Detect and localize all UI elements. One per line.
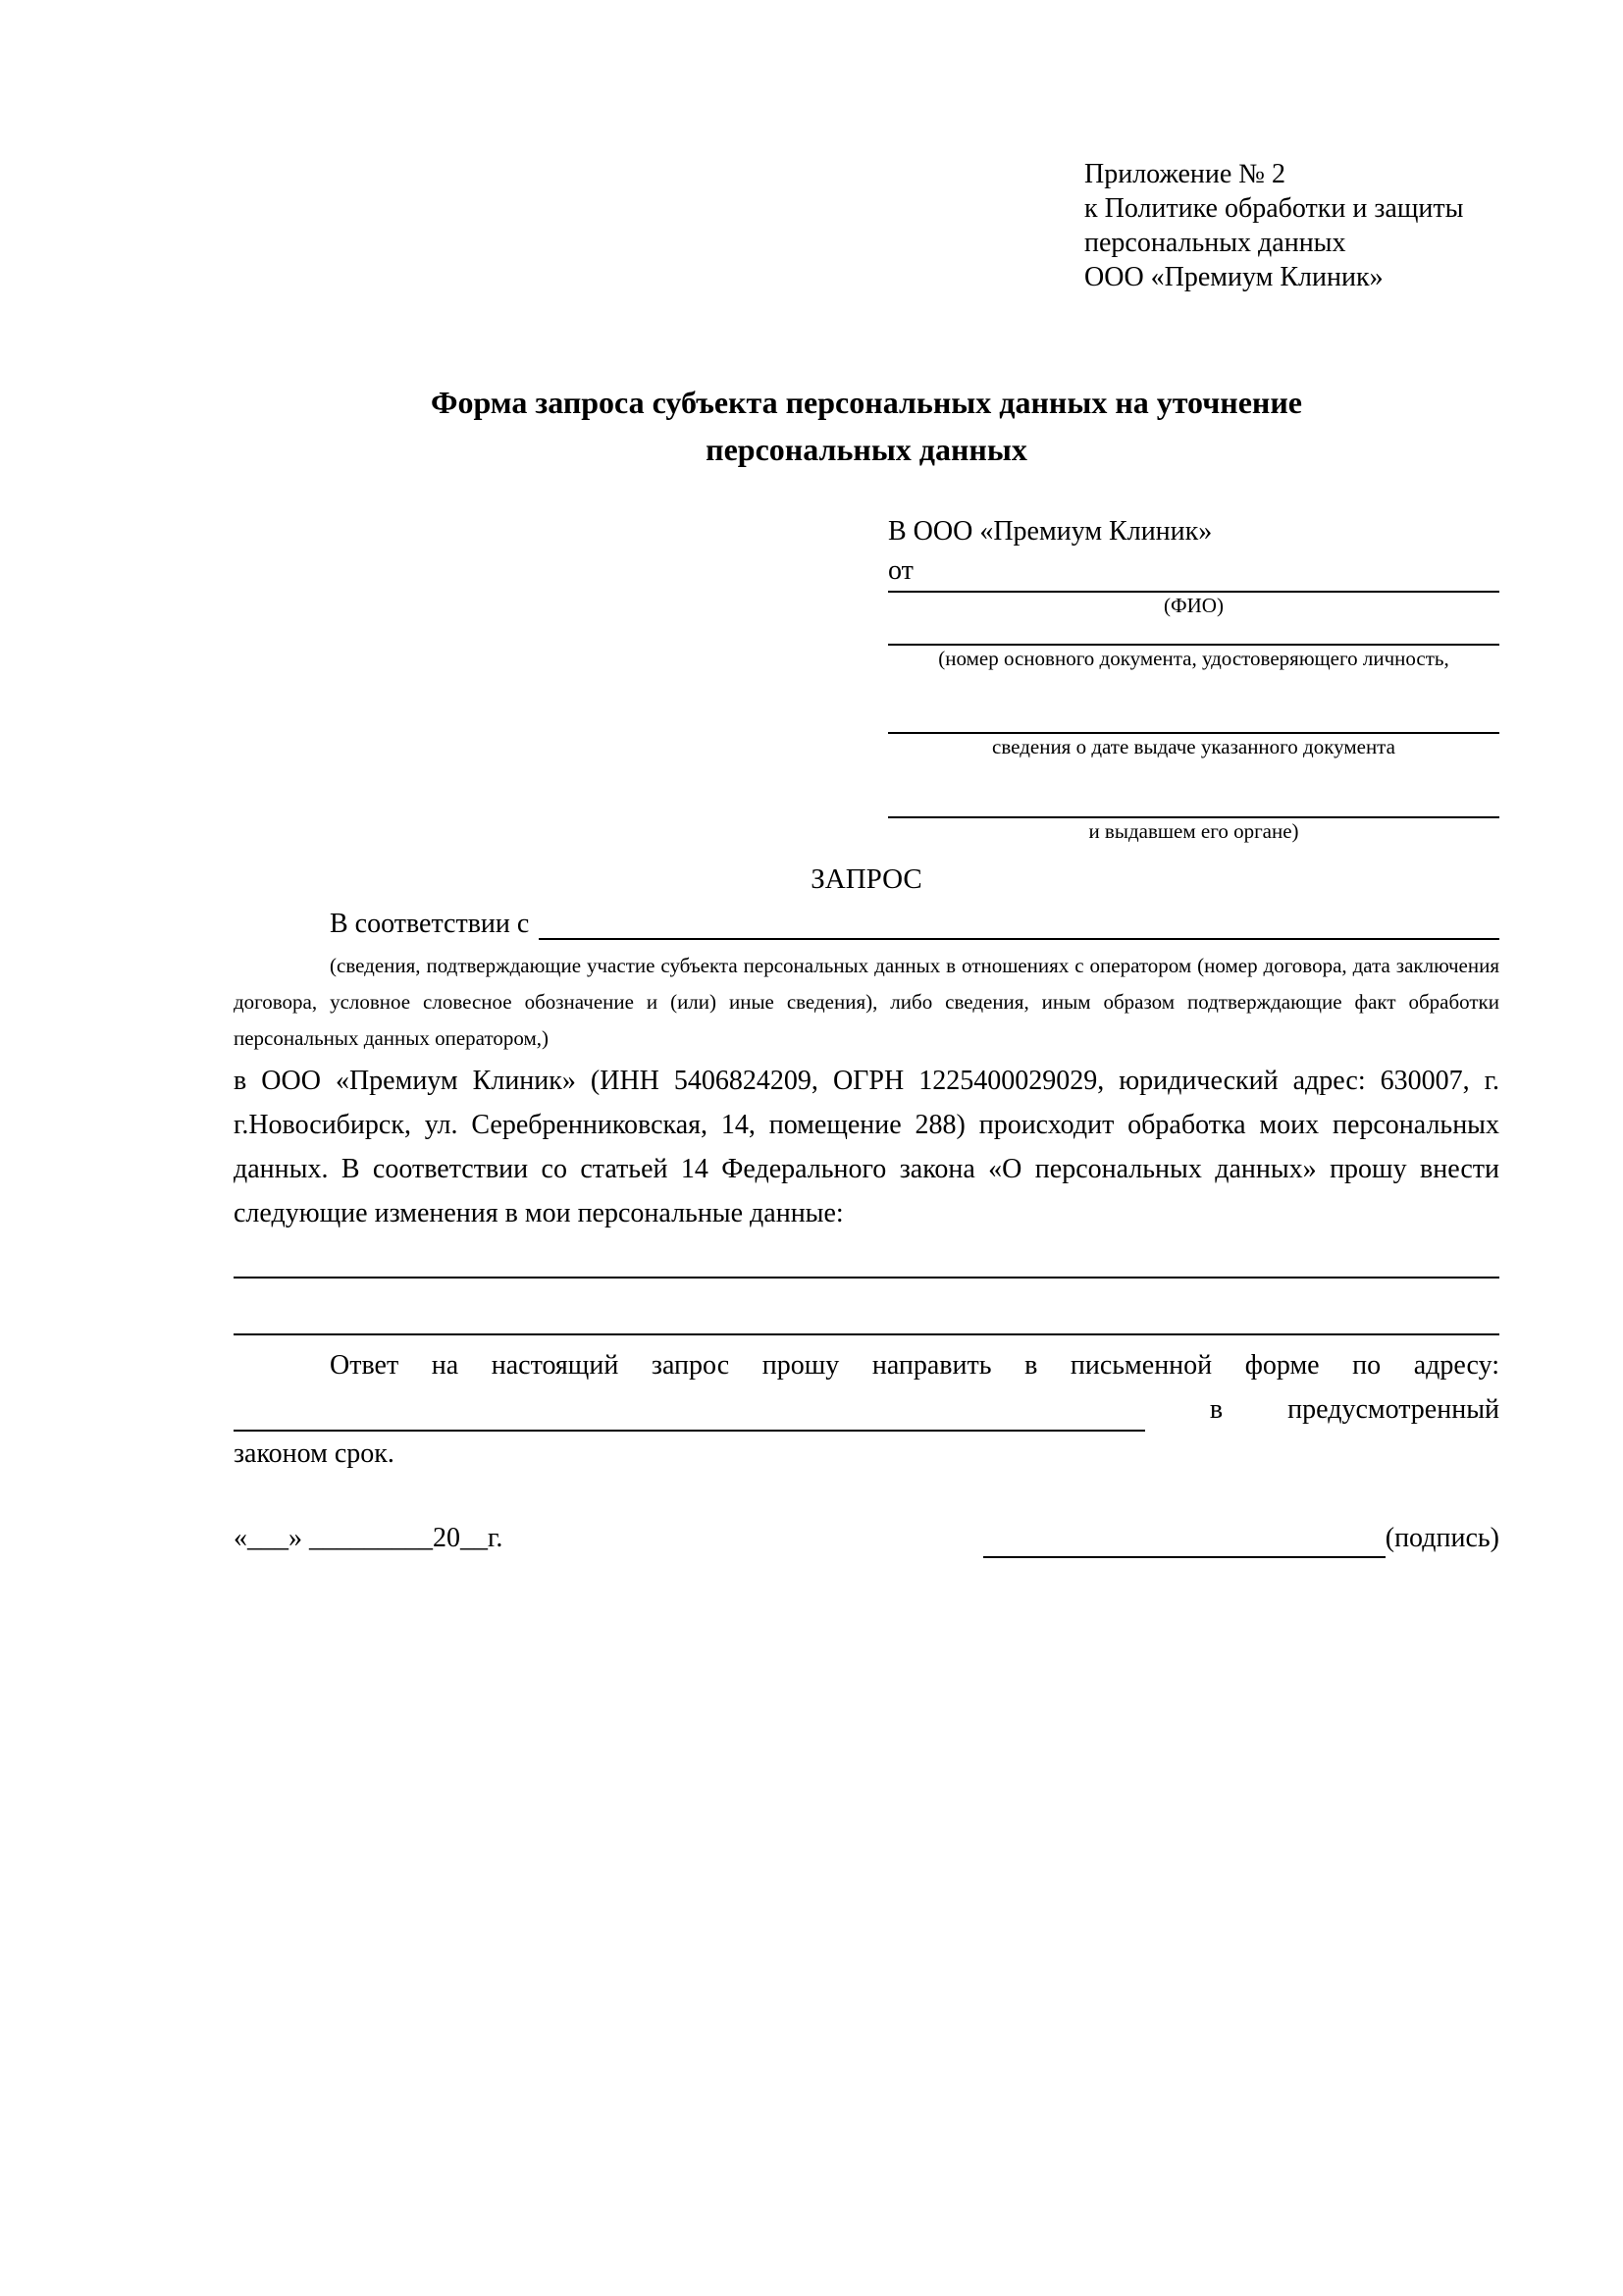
annex-line: Приложение № 2	[1084, 159, 1285, 189]
footnote-text: (сведения, подтверждающие участие субъекта персональных данных в отношениях с оператором (номер договора, дата заключения договора, условное словесное обозначение и (или) иные сведения), либо сведения, иным образом подтверждающие факт обработки персональных данных оператором,)	[234, 954, 1499, 1050]
form-field-fio	[888, 591, 1499, 618]
intro-row	[234, 905, 1499, 944]
reply-address-row	[234, 1387, 1499, 1432]
field-caption-fio: (ФИО)	[1164, 594, 1224, 617]
signature-group	[983, 1519, 1499, 1558]
reply-tail: законом срок.	[234, 1438, 394, 1469]
annex-line: к Политике обработки и защиты	[1084, 193, 1464, 224]
intro-prefix: В соответствии с	[330, 909, 530, 939]
blank-line-address	[234, 1390, 1145, 1432]
reply-instruction: Ответ на настоящий запрос прошу направить в письменной форме по адресу:	[330, 1350, 1499, 1381]
blank-line-basis	[539, 905, 1499, 940]
form-field-document-number	[888, 644, 1499, 671]
field-caption-issuing-authority: и выдавшем его органе)	[1088, 819, 1299, 843]
reply-word: в	[1209, 1394, 1224, 1425]
blank-line-changes-1	[234, 1235, 1499, 1278]
addressee-from-label: от	[888, 555, 914, 586]
annex-header	[1084, 157, 1499, 294]
request-heading: ЗАПРОС	[811, 863, 922, 895]
document-title	[234, 379, 1499, 473]
annex-line: ООО «Премиум Клиник»	[1084, 262, 1384, 292]
document-title-line: персональных данных	[706, 432, 1027, 467]
form-field-issuing-authority	[888, 816, 1499, 844]
field-caption-issue-date: сведения о дате выдаче указанного документа	[992, 735, 1395, 758]
field-caption-document-number: (номер основного документа, удостоверяющего личность,	[938, 647, 1449, 670]
form-field-issue-date	[888, 732, 1499, 759]
document-title-line: Форма запроса субъекта персональных данных на уточнение	[431, 385, 1302, 420]
blank-line-changes-2	[234, 1278, 1499, 1335]
addressee-to: В ООО «Премиум Клиник»	[888, 516, 1213, 547]
annex-line: персональных данных	[1084, 228, 1346, 258]
blank-line-signature	[983, 1523, 1386, 1558]
reply-word: предусмотренный	[1287, 1394, 1499, 1425]
footer-row	[234, 1519, 1499, 1558]
addressee-block	[888, 512, 1499, 844]
date-blank: «___» _________20__г.	[234, 1523, 503, 1553]
signature-caption: (подпись)	[1385, 1523, 1499, 1553]
request-body: в ООО «Премиум Клиник» (ИНН 5406824209, ОГРН 1225400029029, юридический адрес: 630007, г. г.Новосибирск, ул. Серебренниковская, 14, помещение 288) происходит обработка моих персональных данных. В соответствии со статьей 14 Федерального закона «О персональных данных» прошу внести следующие изменения в мои персональные данные:	[234, 1066, 1499, 1228]
